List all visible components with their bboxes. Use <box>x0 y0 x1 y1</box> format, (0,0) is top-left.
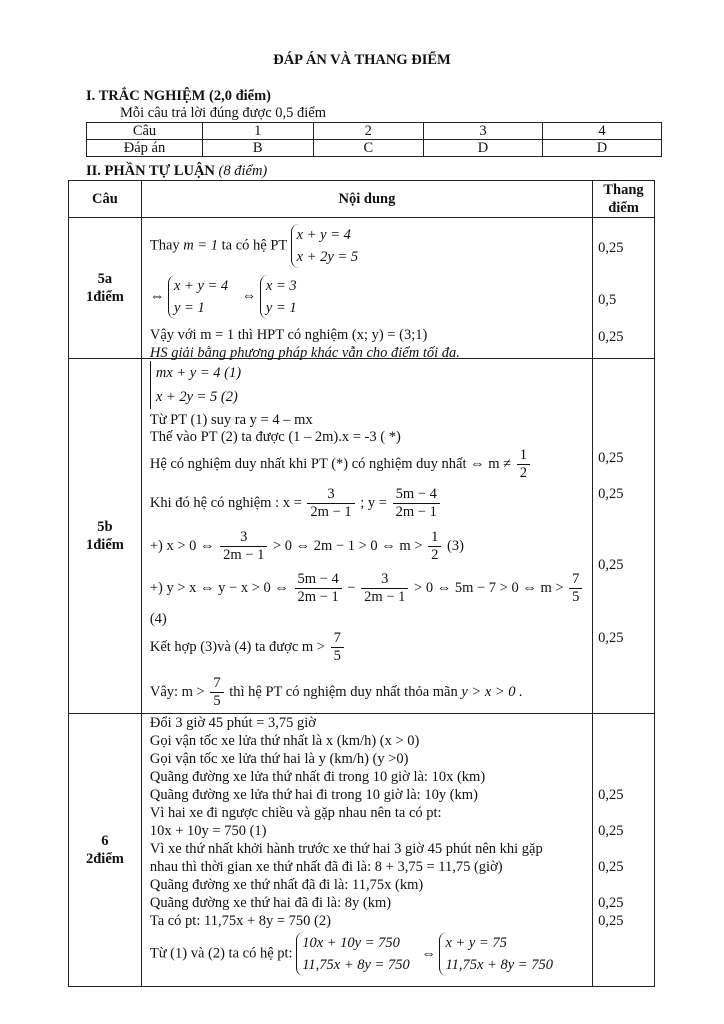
content-5a <box>141 218 592 359</box>
equation: y = 1 <box>173 300 205 316</box>
question-label-6 <box>69 714 142 987</box>
fraction <box>331 630 344 665</box>
numerator: 3 <box>220 529 267 547</box>
score-value: 0,25 <box>598 859 624 875</box>
row-label-question: Câu <box>87 123 203 140</box>
table-row <box>87 140 662 157</box>
line-derive: Từ PT (1) suy ra y = 4 – mx <box>149 412 313 428</box>
line-condition <box>150 447 532 482</box>
equation: x = 3 <box>265 278 297 294</box>
equation: x + y = 4 <box>173 278 229 294</box>
fraction <box>361 571 408 606</box>
text: Vây: m > <box>149 683 205 700</box>
line-note: HS giải bằng phương pháp khác vẫn cho điểm tối đa. <box>149 345 460 361</box>
score-6 <box>593 714 655 987</box>
table-row-6 <box>69 714 655 987</box>
denominator: 2m − 1 <box>310 504 352 520</box>
line-conclusion: Vậy với m = 1 thì HPT có nghiệm (x; y) = (3;1) <box>149 327 428 343</box>
question-2: 2 <box>313 123 424 140</box>
equation-system <box>150 361 241 409</box>
numerator: 5m − 4 <box>295 571 342 589</box>
fraction <box>210 675 223 710</box>
fraction <box>307 486 354 521</box>
denominator: 5 <box>213 693 221 709</box>
solution-line: Đổi 3 giờ 45 phút = 3,75 giờ <box>149 715 316 731</box>
question-label-5a <box>69 218 142 359</box>
question-label-5b <box>69 359 142 714</box>
table-header-row <box>69 181 655 218</box>
equation: x + 2y = 5 <box>296 249 359 265</box>
table-row-5a <box>69 218 655 359</box>
denominator: 2m − 1 <box>297 589 339 605</box>
col-header-content: Nội dung <box>141 181 592 218</box>
solution-line: Gọi vận tốc xe lửa thứ nhất là x (km/h) (x > 0) <box>149 733 420 749</box>
math: m = 1 <box>183 237 219 254</box>
text: > 0 ⇔ 5m − 7 > 0 ⇔ m > <box>414 579 564 596</box>
text: (3) <box>447 537 464 554</box>
equation-system <box>291 224 358 268</box>
numerator: 3 <box>361 571 408 589</box>
line-solution <box>150 486 442 521</box>
score-5b <box>593 359 655 714</box>
text: Từ (1) và (2) ta có hệ pt: <box>149 945 293 962</box>
fraction <box>428 529 441 564</box>
score-value: 0,25 <box>598 913 624 929</box>
denominator: 2m − 1 <box>364 589 406 605</box>
text: − <box>347 579 356 596</box>
question-4: 4 <box>543 123 662 140</box>
question-number: 5b <box>97 519 113 535</box>
table-row <box>87 123 662 140</box>
line-x-positive <box>150 529 464 564</box>
essay-heading-text: II. PHẦN TỰ LUẬN <box>86 163 215 179</box>
numerator: 5m − 4 <box>393 486 440 504</box>
question-points: 1điểm <box>85 289 124 305</box>
score-value: 0,25 <box>598 486 624 502</box>
equation: x + y = 75 <box>445 935 507 951</box>
equation: mx + y = 4 (1) <box>155 365 242 381</box>
score-value: 0,5 <box>598 292 617 308</box>
content-6 <box>141 714 592 987</box>
question-3: 3 <box>424 123 543 140</box>
question-number: 6 <box>101 833 109 849</box>
solution-line: Gọi vận tốc xe lửa thứ hai là y (km/h) (y >0) <box>149 751 409 767</box>
solution-line: nhau thì thời gian xe thứ nhất đã đi là: 8 + 3,75 = 11,75 (giờ) <box>149 859 503 875</box>
equation-system <box>296 932 410 976</box>
denominator: 2 <box>431 547 439 563</box>
solution-line: 10x + 10y = 750 (1) <box>149 823 267 839</box>
text: +) x > 0 ⇔ <box>149 537 215 554</box>
col-header-question: Câu <box>69 181 142 218</box>
fraction <box>393 486 440 521</box>
equation: 11,75x + 8y = 750 <box>302 957 410 973</box>
solution-line: Ta có pt: 11,75x + 8y = 750 (2) <box>149 913 331 929</box>
numerator: 3 <box>307 486 354 504</box>
section-essay-heading <box>86 163 267 180</box>
system-brace <box>150 361 241 409</box>
answer-2: C <box>313 140 424 157</box>
line-y-greater-x <box>150 571 585 606</box>
essay-heading-note: (8 điểm) <box>218 163 268 179</box>
line-label-4: (4) <box>149 611 167 627</box>
text: +) y > x ⇔ y − x > 0 ⇔ <box>149 579 289 596</box>
score-value: 0,25 <box>598 787 624 803</box>
equation-system <box>439 932 553 976</box>
line-final <box>150 675 523 710</box>
text: Kết hợp (3)và (4) ta được m > <box>149 638 325 655</box>
text: thì hệ PT có nghiệm duy nhất thỏa mãn <box>229 683 458 700</box>
equation: 10x + 10y = 750 <box>302 935 400 951</box>
scoring-note: Mỗi câu trả lời đúng được 0,5 điểm <box>120 105 327 121</box>
solution-line: Quãng đường xe lửa thứ nhất đi trong 10 giờ là: 10x (km) <box>149 769 486 785</box>
score-5a <box>593 218 655 359</box>
col-header-score: Thang điểm <box>593 181 655 218</box>
equivalence-symbol: ⇔ <box>421 945 436 962</box>
score-value: 0,25 <box>598 450 624 466</box>
equivalence-symbol: ⇔ <box>241 288 257 305</box>
multiple-choice-table <box>86 122 662 157</box>
numerator: 7 <box>569 571 582 589</box>
equation: 11,75x + 8y = 750 <box>445 957 553 973</box>
score-value: 0,25 <box>598 329 624 345</box>
denominator: 2 <box>519 465 527 481</box>
answer-1: B <box>203 140 314 157</box>
page-title: ĐÁP ÁN VÀ THANG ĐIỂM <box>273 52 451 68</box>
text: Hệ có nghiệm duy nhất khi PT (*) có nghiệm duy nhất ⇔ m ≠ <box>149 455 512 472</box>
numerator: 1 <box>428 529 441 547</box>
score-value: 0,25 <box>598 630 624 646</box>
solution-line: Quãng đường xe thứ hai đã đi là: 8y (km) <box>149 895 392 911</box>
equivalence-symbol: ⇔ <box>149 288 165 305</box>
solution-line: Quãng đường xe lửa thứ hai đi trong 10 giờ là: 10y (km) <box>149 787 478 803</box>
line-solve <box>150 275 297 319</box>
line-substitute <box>150 224 358 268</box>
fraction <box>517 447 530 482</box>
content-5b <box>141 359 592 714</box>
equation: x + y = 4 <box>296 227 351 243</box>
denominator: 2m − 1 <box>395 504 437 520</box>
essay-table <box>68 180 655 987</box>
question-points: 1điểm <box>85 537 124 553</box>
text: Khi đó hệ có nghiệm : x = <box>149 494 302 511</box>
text: ; y = <box>360 494 387 511</box>
solution-line: Vì xe thứ nhất khởi hành trước xe thứ hai 3 giờ 45 phút nên khi gặp <box>149 841 543 857</box>
numerator: 7 <box>210 675 223 693</box>
line-substitute: Thế vào PT (2) ta được (1 – 2m).x = -3 ( *) <box>149 429 401 445</box>
numerator: 7 <box>331 630 344 648</box>
equation: x + 2y = 5 (2) <box>155 389 238 405</box>
text: Thay <box>149 237 180 254</box>
score-value: 0,25 <box>598 895 624 911</box>
table-row-5b <box>69 359 655 714</box>
text: > 0 ⇔ 2m − 1 > 0 ⇔ m > <box>273 537 423 554</box>
denominator: 5 <box>572 589 580 605</box>
row-label-answer: Đáp án <box>87 140 203 157</box>
question-1: 1 <box>203 123 314 140</box>
score-value: 0,25 <box>598 823 624 839</box>
answer-3: D <box>424 140 543 157</box>
fraction <box>569 571 582 606</box>
fraction <box>295 571 342 606</box>
section-multiple-choice-heading: I. TRẮC NGHIỆM (2,0 điểm) <box>86 88 272 104</box>
line-combine <box>150 630 346 665</box>
equation-system <box>168 275 228 319</box>
text: ta có hệ PT <box>221 237 288 254</box>
math: y > x > 0 . <box>461 683 523 700</box>
score-value: 0,25 <box>598 240 624 256</box>
question-points: 2điểm <box>85 851 124 867</box>
equation: y = 1 <box>265 300 297 316</box>
denominator: 2m − 1 <box>223 547 265 563</box>
solution-line: Vì hai xe đi ngược chiều và gặp nhau nên ta có pt: <box>149 805 442 821</box>
solution-line: Quãng đường xe thứ nhất đã đi là: 11,75x (km) <box>149 877 424 893</box>
equation-system <box>260 275 297 319</box>
line-system <box>150 932 553 976</box>
answer-4: D <box>543 140 662 157</box>
question-number: 5a <box>97 271 113 287</box>
numerator: 1 <box>517 447 530 465</box>
fraction <box>220 529 267 564</box>
denominator: 5 <box>333 648 341 664</box>
score-value: 0,25 <box>598 557 624 573</box>
